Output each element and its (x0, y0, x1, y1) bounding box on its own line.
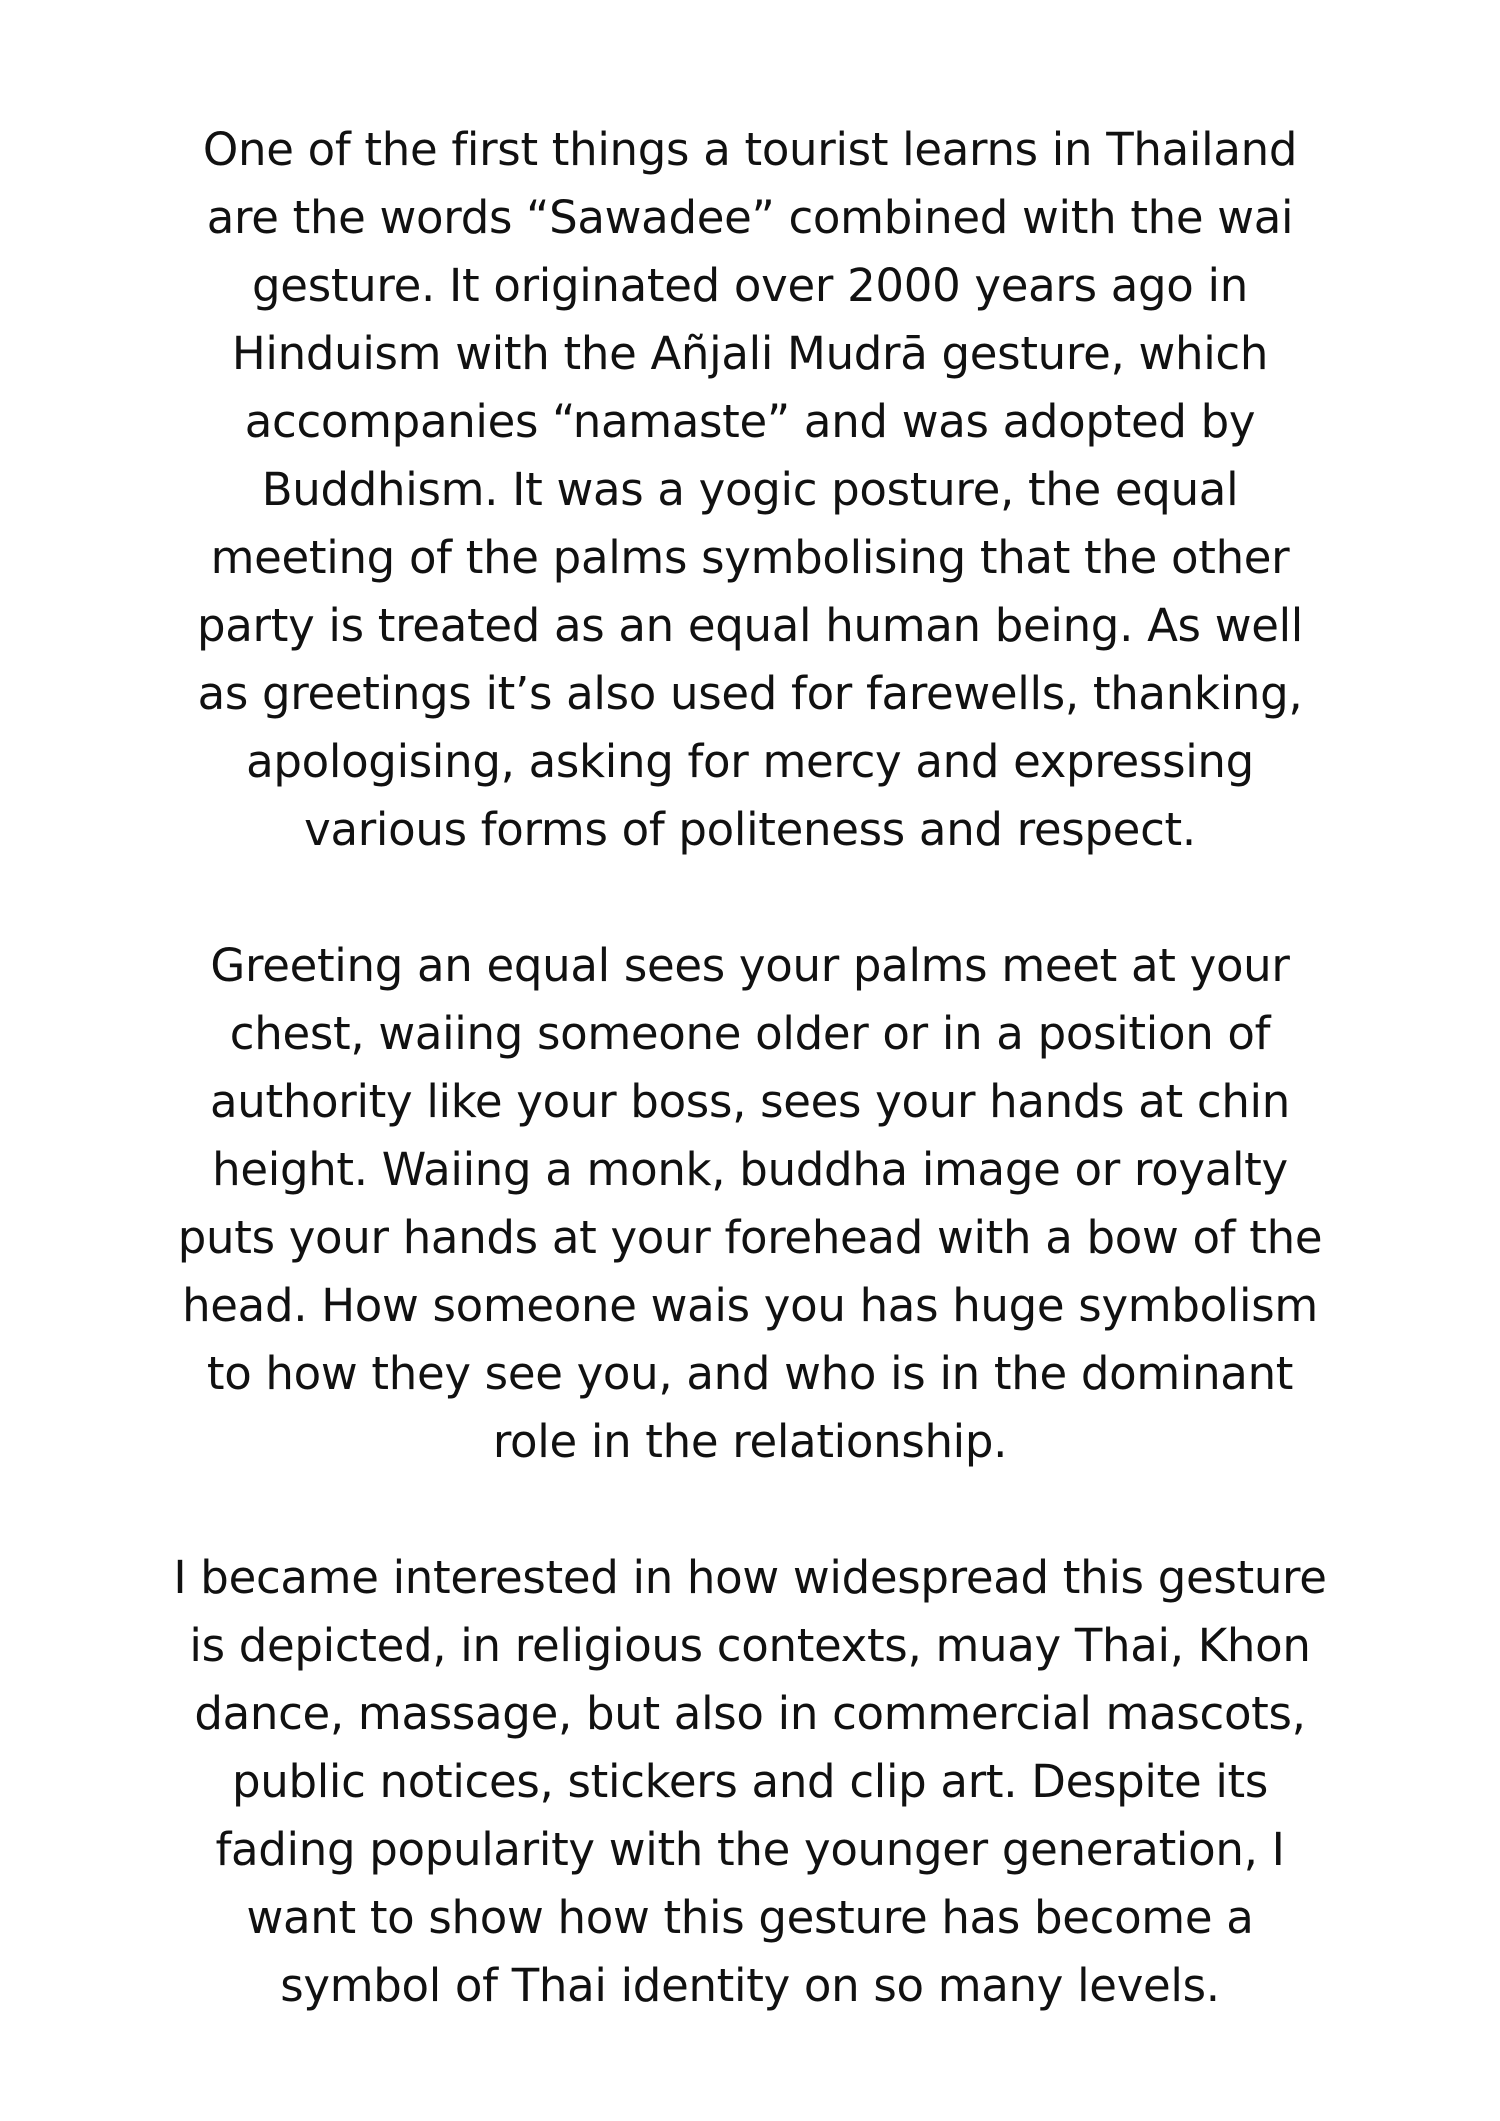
text-line: apologising, asking for mercy and expressing (246, 735, 1254, 788)
text-line: is depicted, in religious contexts, muay Thai, Khon (189, 1619, 1311, 1672)
paragraph-project-intent (0, 1544, 1500, 2020)
text-line: Greeting an equal sees your palms meet at your (210, 939, 1290, 992)
text-line: meeting of the palms symbolising that the other (210, 531, 1290, 584)
text-line: role in the relationship. (492, 1415, 1008, 1468)
text-line: party is treated as an equal human being. As well (196, 599, 1304, 652)
text-line: public notices, stickers and clip art. Despite its (231, 1755, 1269, 1808)
document-page (0, 116, 1500, 2088)
text-line: Buddhism. It was a yogic posture, the equal (261, 463, 1239, 516)
text-line: height. Waiing a monk, buddha image or royalty (212, 1143, 1288, 1196)
text-line: symbol of Thai identity on so many levels. (280, 1959, 1220, 2012)
text-line: dance, massage, but also in commercial mascots, (194, 1687, 1306, 1740)
paragraph-greeting-levels (0, 932, 1500, 1476)
text-line: gesture. It originated over 2000 years ago in (252, 259, 1248, 312)
text-line: fading popularity with the younger generation, I (215, 1823, 1285, 1876)
text-line: are the words “Sawadee” combined with the wai (206, 191, 1294, 244)
text-line: Hinduism with the Añjali Mudrā gesture, which (231, 327, 1269, 380)
paragraph-wai-origin (0, 116, 1500, 864)
text-line: I became interested in how widespread this gesture (173, 1551, 1327, 1604)
text-line: accompanies “namaste” and was adopted by (244, 395, 1256, 448)
text-line: One of the first things a tourist learns in Thailand (202, 123, 1298, 176)
text-line: as greetings it’s also used for farewells, thanking, (197, 667, 1303, 720)
text-line: head. How someone wais you has huge symbolism (182, 1279, 1318, 1332)
text-line: puts your hands at your forehead with a bow of the (177, 1211, 1323, 1264)
text-line: want to show how this gesture has become a (246, 1891, 1254, 1944)
text-line: various forms of politeness and respect. (304, 803, 1196, 856)
text-line: authority like your boss, sees your hands at chin (209, 1075, 1290, 1128)
text-line: to how they see you, and who is in the dominant (206, 1347, 1294, 1400)
text-line: chest, waiing someone older or in a position of (229, 1007, 1271, 1060)
